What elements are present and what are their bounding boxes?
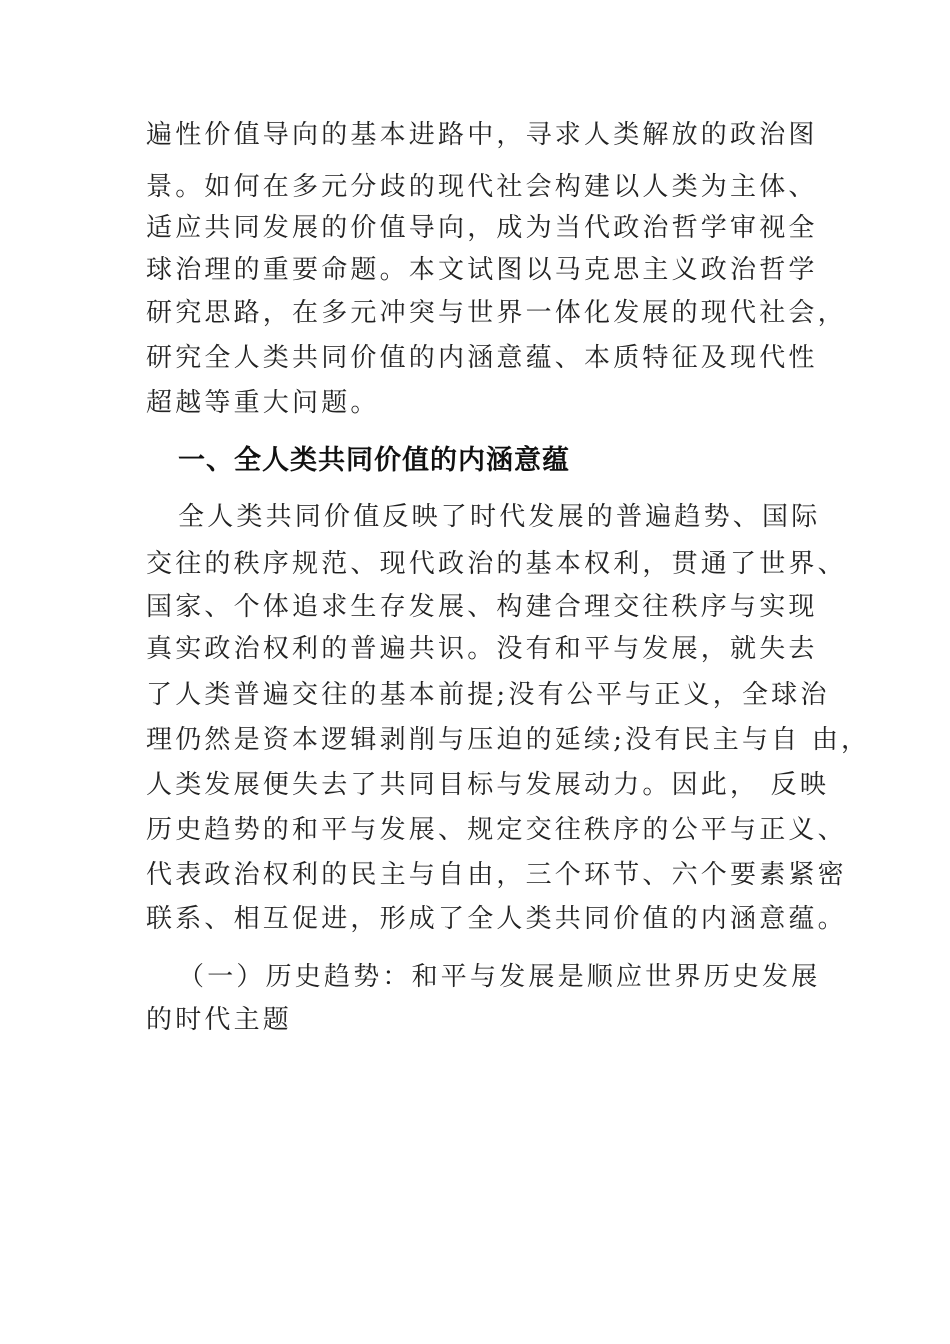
paragraph-line: 研究全人类共同价值的内涵意蕴、本质特征及现代性 (146, 343, 818, 373)
paragraph-line: 球治理的重要命题。本文试图以马克思主义政治哲学 (146, 255, 818, 285)
paragraph-line: 研究思路，在多元冲突与世界一体化发展的现代社会， (146, 298, 847, 328)
paragraph-line: 超越等重大问题。 (146, 388, 380, 418)
subsection-heading-line: 的时代主题 (146, 1005, 293, 1035)
paragraph-line: 交往的秩序规范、现代政治的基本权利，贯通了世界、 (146, 549, 847, 579)
paragraph-line: 人类发展便失去了共同目标与发展动力。因此， 反映 (146, 770, 830, 800)
paragraph-line: 适应共同发展的价值导向，成为当代政治哲学审视全 (146, 213, 818, 243)
paragraph-line: 了人类普遍交往的基本前提;没有公平与正义，全球治 (146, 680, 830, 710)
paragraph-line: 代表政治权利的民主与自由，三个环节、六个要素紧密 (146, 860, 847, 890)
paragraph-line: 全人类共同价值反映了时代发展的普遍趋势、国际 (178, 502, 821, 532)
subsection-heading-line: （一）历史趋势：和平与发展是顺应世界历史发展 (178, 962, 821, 992)
paragraph-line: 景。如何在多元分歧的现代社会构建以人类为主体、 (146, 172, 818, 202)
paragraph-line: 国家、个体追求生存发展、构建合理交往秩序与实现 (146, 592, 818, 622)
paragraph-line: 联系、相互促进，形成了全人类共同价值的内涵意蕴。 (146, 904, 847, 934)
paragraph-line: 历史趋势的和平与发展、规定交往秩序的公平与正义、 (146, 815, 847, 845)
paragraph-line: 遍性价值导向的基本进路中，寻求人类解放的政治图 (146, 120, 818, 150)
section-heading: 一、全人类共同价值的内涵意蕴 (178, 445, 570, 476)
paragraph-line: 理仍然是资本逻辑剥削与压迫的延续;没有民主与自 由， (146, 725, 871, 755)
paragraph-line: 真实政治权利的普遍共识。没有和平与发展，就失去 (146, 634, 818, 664)
